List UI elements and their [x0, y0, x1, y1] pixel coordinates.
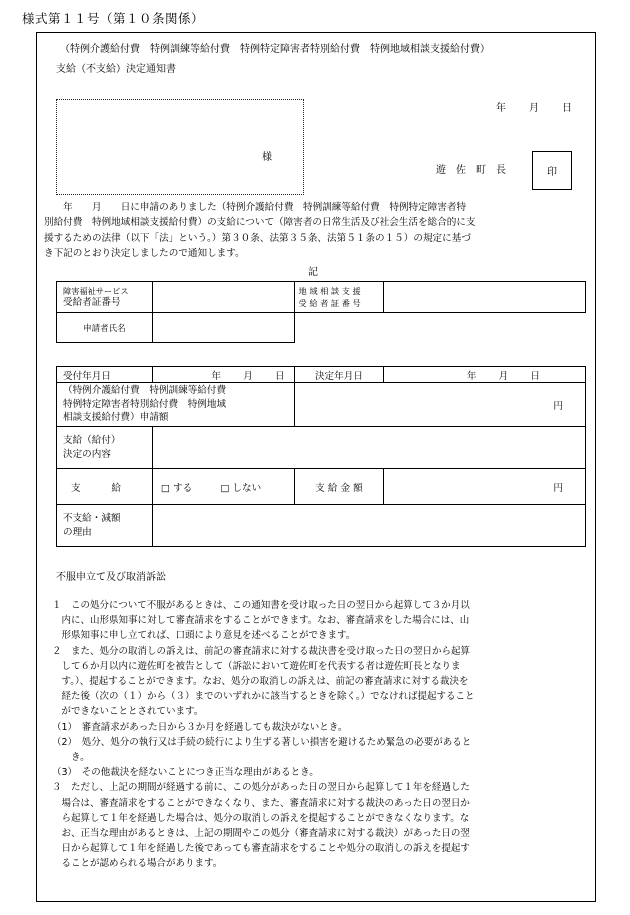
recipient-id-table [56, 281, 586, 343]
note-line: 経た後（次の（１）から（３）までのいずれかに該当するときを除く。）でなければ提起すること [52, 691, 475, 703]
note-line: 場合は、審査請求をすることができなくなり、また、審査請求に対する裁決のあった日の翌日か [52, 797, 470, 809]
form-number: 様式第１１号（第１０条関係） [22, 11, 205, 26]
rejection-reason-field[interactable] [152, 505, 585, 547]
intro-line: 年 月 日に申請のありました（特例介護給付費 特例訓練等給付費 特例特定障害者特 [44, 202, 467, 213]
addressee-box[interactable] [56, 99, 304, 195]
intro-paragraph [44, 200, 584, 262]
rejection-reason-label: 不支給・減額 の理由 [57, 505, 153, 547]
welfare-id-label: 障害福祉サービス 受給者証番号 [57, 282, 153, 313]
payment-amount-label: 支 給 金 額 [294, 469, 384, 505]
note-line: （1） 審査請求があった日から３か月を経過しても裁決がないとき。 [52, 721, 348, 733]
note-line: ２ また、処分の取消しの訴えは、前記の審査請求に対する裁決書を受け取った日の翌日から起算 [52, 645, 471, 657]
payment-label: 支 給 [57, 469, 153, 505]
payment-amount-value[interactable] [384, 469, 586, 505]
page-title: 支給（不支給）決定通知書 [56, 64, 176, 75]
seal-label: 印 [547, 167, 557, 178]
appeal-heading: 不服申立て及び取消訴訟 [56, 572, 166, 583]
note-line: 形県知事に申し立てれば、口頭により意見を述べることができます。 [52, 630, 356, 642]
decision-date-value[interactable]: 年 月 日 [384, 367, 586, 383]
benefit-categories: （特例介護給付費 特例訓練等給付費 特例特定障害者特別給付費 特例地域相談支援給付費） [60, 44, 490, 55]
note-line: （3） その他裁決を経ないことにつき正当な理由があるとき。 [52, 767, 319, 779]
addressee-suffix: 様 [262, 152, 272, 163]
note-line: （2） 処分、処分の執行又は手続の続行により生ずる著しい損害を避けるため緊急の必要があると [52, 736, 472, 748]
note-line: す。）、提起することができます。なお、処分の取消しの訴えは、前記の審査請求に対する裁決を [52, 676, 469, 688]
received-date-label: 受付年月日 [57, 367, 153, 383]
seal-box [532, 151, 572, 190]
note-line: ３ ただし、上記の期間が経過する前に、この処分があった日の翌日から起算して１年を経過した [52, 782, 470, 794]
yen-unit: 円 [553, 400, 563, 412]
requested-amount-label: （特例介護給付費 特例訓練等給付費 特例特定障害者特別給付費 特例地域 相談支援給付費）申請額 [57, 383, 295, 427]
decision-content-label: 支給（給付） 決定の内容 [57, 427, 153, 469]
note-line: １ この処分について不服があるときは、この通知書を受け取った日の翌日から起算して３か月以 [52, 600, 470, 611]
region-id-label: 地 域 相 談 支 援 受 給 者 証 番 号 [294, 282, 384, 313]
note-line: 日から起算して１年を経過した後であっても審査請求をすることや処分の取消しの訴えを提起す [52, 843, 470, 855]
issuer-name: 遊 佐 町 長 [436, 165, 506, 176]
welfare-id-digits[interactable] [152, 282, 294, 313]
applicant-name-label: 申請者氏名 [57, 313, 153, 343]
received-date-value[interactable]: 年 月 日 [152, 367, 294, 383]
decision-date-label: 決定年月日 [294, 367, 384, 383]
intro-line: 別給付費 特例地域相談支援給付費）の支給について（障害者の日常生活及び社会生活を総合的に支 [44, 217, 476, 229]
option-yes-checkbox[interactable]: □ する [160, 482, 193, 494]
note-line: ることが認められる場合があります。 [52, 858, 223, 870]
note-line: ら起算して１年を経過した場合は、処分の取消しの訴えを提起することができなくなります。な [52, 812, 470, 824]
ki-mark: 記 [308, 267, 318, 278]
payment-options [152, 469, 294, 505]
note-line: 内に、山形県知事に対して審査請求をすることができます。なお、審査請求をした場合には、山 [52, 615, 470, 627]
note-line: き。 [52, 752, 90, 764]
note-line: して６か月以内に遊佐町を被告として（訴訟において遊佐町を代表する者は遊佐町長となりま [52, 660, 461, 672]
yen-unit: 円 [553, 482, 563, 494]
decision-table [56, 366, 586, 547]
option-no-checkbox[interactable]: □ しない [220, 482, 262, 494]
appeal-notes [52, 598, 592, 872]
intro-line: 援するための法律（以下「法」という。）第３０条、法第３５条、法第５１条の１５）の規定に基づ [44, 232, 471, 244]
decision-content-field[interactable] [152, 427, 585, 469]
note-line: ができないこととされています。 [52, 706, 204, 718]
note-line: お、正当な理由があるときは、上記の期間やこの処分（審査請求に対する裁決）があった日の翌 [52, 828, 470, 840]
requested-amount-value[interactable] [294, 383, 585, 427]
applicant-name-field[interactable] [152, 313, 294, 343]
issue-date: 年 月 日 [496, 103, 573, 114]
intro-line: き下記のとおり決定しましたので通知します。 [44, 248, 245, 260]
region-id-digits[interactable] [384, 282, 586, 313]
